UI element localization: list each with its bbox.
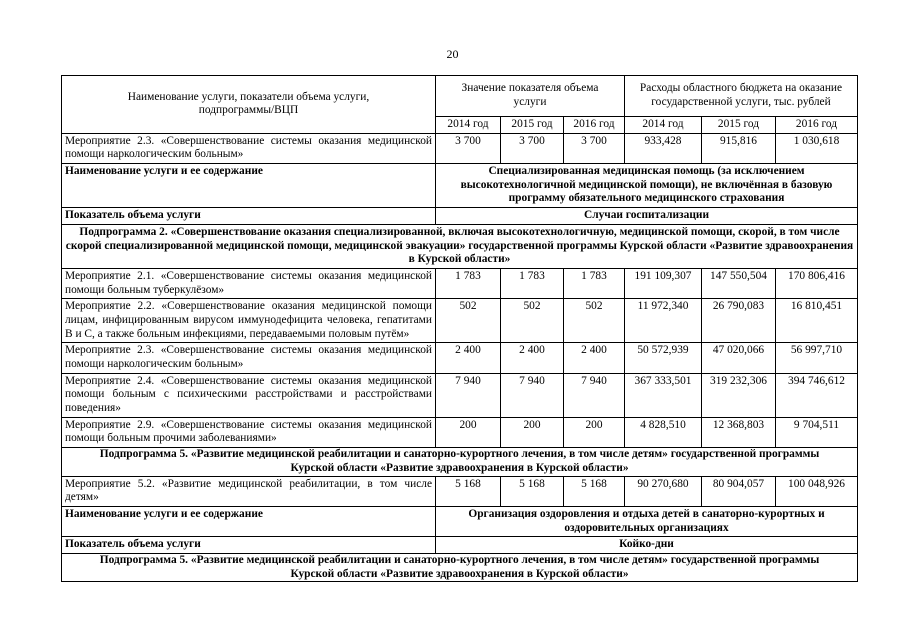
indicator-label: Показатель объема услуги [62, 537, 436, 554]
year-header: 2016 год [564, 117, 625, 134]
header-name-col: Наименование услуги, показатели объема услуги, подпрограммы/ВЦП [62, 76, 436, 134]
measure-name: Мероприятие 2.1. «Совершенствование системы оказания медицинской помощи больным туберкулёзом» [62, 268, 436, 298]
value-cell: 3 700 [501, 133, 564, 163]
value-cell: 933,428 [625, 133, 702, 163]
service-name-row [62, 164, 858, 208]
value-cell: 3 700 [564, 133, 625, 163]
measure-name: Мероприятие 5.2. «Развитие медицинской реабилитации, в том числе детям» [62, 476, 436, 506]
value-cell: 12 368,803 [702, 417, 776, 447]
value-cell: 7 940 [436, 373, 501, 417]
value-cell: 7 940 [501, 373, 564, 417]
value-cell: 3 700 [436, 133, 501, 163]
value-cell: 147 550,504 [702, 268, 776, 298]
table-row [62, 476, 858, 506]
measure-name: Мероприятие 2.4. «Совершенствование системы оказания медицинской помощи больным с психическими расстройствами и расстройствами поведения» [62, 373, 436, 417]
service-name-label: Наименование услуги и ее содержание [62, 506, 436, 536]
budget-table [61, 75, 858, 582]
table-row [62, 373, 858, 417]
table-row [62, 133, 858, 163]
value-cell: 1 030,618 [776, 133, 858, 163]
value-cell: 80 904,057 [702, 476, 776, 506]
service-indicator-row [62, 537, 858, 554]
value-cell: 4 828,510 [625, 417, 702, 447]
value-cell: 1 783 [436, 268, 501, 298]
subprogram-title: Подпрограмма 2. «Совершенствование оказания специализированной, включая высокотехнологичную, медицинской помощи, скорой, в том числе скорой специализированной медицинской помощи, медицинской эвакуации» государственной программы Курской области «Развитие здравоохранения в Курской области» [62, 224, 858, 268]
value-cell: 2 400 [501, 343, 564, 373]
subprogram-title: Подпрограмма 5. «Развитие медицинской реабилитации и санаторно-курортного лечения, в том числе детям» государственной программы Курской области «Развитие здравоохранения в Курской области» [62, 448, 858, 476]
value-cell: 50 572,939 [625, 343, 702, 373]
value-cell: 11 972,340 [625, 299, 702, 343]
value-cell: 502 [564, 299, 625, 343]
table-row [62, 417, 858, 447]
value-cell: 5 168 [564, 476, 625, 506]
measure-name: Мероприятие 2.3. «Совершенствование системы оказания медицинской помощи наркологическим больным» [62, 343, 436, 373]
value-cell: 2 400 [436, 343, 501, 373]
table-row [62, 343, 858, 373]
value-cell: 16 810,451 [776, 299, 858, 343]
value-cell: 1 783 [564, 268, 625, 298]
indicator-value: Случаи госпитализации [436, 208, 858, 225]
value-cell: 191 109,307 [625, 268, 702, 298]
indicator-value: Койко-дни [436, 537, 858, 554]
value-cell: 7 940 [564, 373, 625, 417]
header-expenses-col: Расходы областного бюджета на оказание государственной услуги, тыс. рублей [625, 76, 858, 117]
service-name-label: Наименование услуги и ее содержание [62, 164, 436, 208]
year-header: 2016 год [776, 117, 858, 134]
value-cell: 394 746,612 [776, 373, 858, 417]
service-name-value: Организация оздоровления и отдыха детей в санаторно-курортных и оздоровительных организациях [436, 506, 858, 536]
subprogram-row [62, 553, 858, 581]
header-row [62, 76, 858, 117]
service-name-value: Специализированная медицинская помощь (за исключением высокотехнологичной медицинской помощи), не включённая в базовую программу обязательного медицинского страхования [436, 164, 858, 208]
subprogram-row [62, 224, 858, 268]
indicator-label: Показатель объема услуги [62, 208, 436, 225]
value-cell: 26 790,083 [702, 299, 776, 343]
value-cell: 502 [436, 299, 501, 343]
table-row [62, 268, 858, 298]
year-header: 2014 год [625, 117, 702, 134]
value-cell: 200 [436, 417, 501, 447]
value-cell: 200 [564, 417, 625, 447]
year-header: 2015 год [702, 117, 776, 134]
value-cell: 200 [501, 417, 564, 447]
table-row [62, 299, 858, 343]
service-name-row [62, 506, 858, 536]
value-cell: 5 168 [436, 476, 501, 506]
subprogram-row [62, 448, 858, 476]
value-cell: 915,816 [702, 133, 776, 163]
value-cell: 100 048,926 [776, 476, 858, 506]
value-cell: 5 168 [501, 476, 564, 506]
value-cell: 9 704,511 [776, 417, 858, 447]
value-cell: 502 [501, 299, 564, 343]
service-indicator-row [62, 208, 858, 225]
value-cell: 367 333,501 [625, 373, 702, 417]
header-volume-col: Значение показателя объема услуги [436, 76, 625, 117]
measure-name: Мероприятие 2.9. «Совершенствование системы оказания медицинской помощи больным прочими заболеваниями» [62, 417, 436, 447]
value-cell: 56 997,710 [776, 343, 858, 373]
value-cell: 47 020,066 [702, 343, 776, 373]
value-cell: 2 400 [564, 343, 625, 373]
subprogram-title: Подпрограмма 5. «Развитие медицинской реабилитации и санаторно-курортного лечения, в том числе детям» государственной программы Курской области «Развитие здравоохранения в Курской области» [62, 553, 858, 581]
page-number: 20 [446, 47, 459, 61]
year-header: 2014 год [436, 117, 501, 134]
measure-name: Мероприятие 2.2. «Совершенствование оказания медицинской помощи лицам, инфицированным вирусом иммунодефицита человека, гепатитами В и С, а также больным инфекциями, передаваемыми половым путём» [62, 299, 436, 343]
value-cell: 90 270,680 [625, 476, 702, 506]
value-cell: 170 806,416 [776, 268, 858, 298]
year-header: 2015 год [501, 117, 564, 134]
value-cell: 1 783 [501, 268, 564, 298]
measure-name: Мероприятие 2.3. «Совершенствование системы оказания медицинской помощи наркологическим больным» [62, 133, 436, 163]
value-cell: 319 232,306 [702, 373, 776, 417]
